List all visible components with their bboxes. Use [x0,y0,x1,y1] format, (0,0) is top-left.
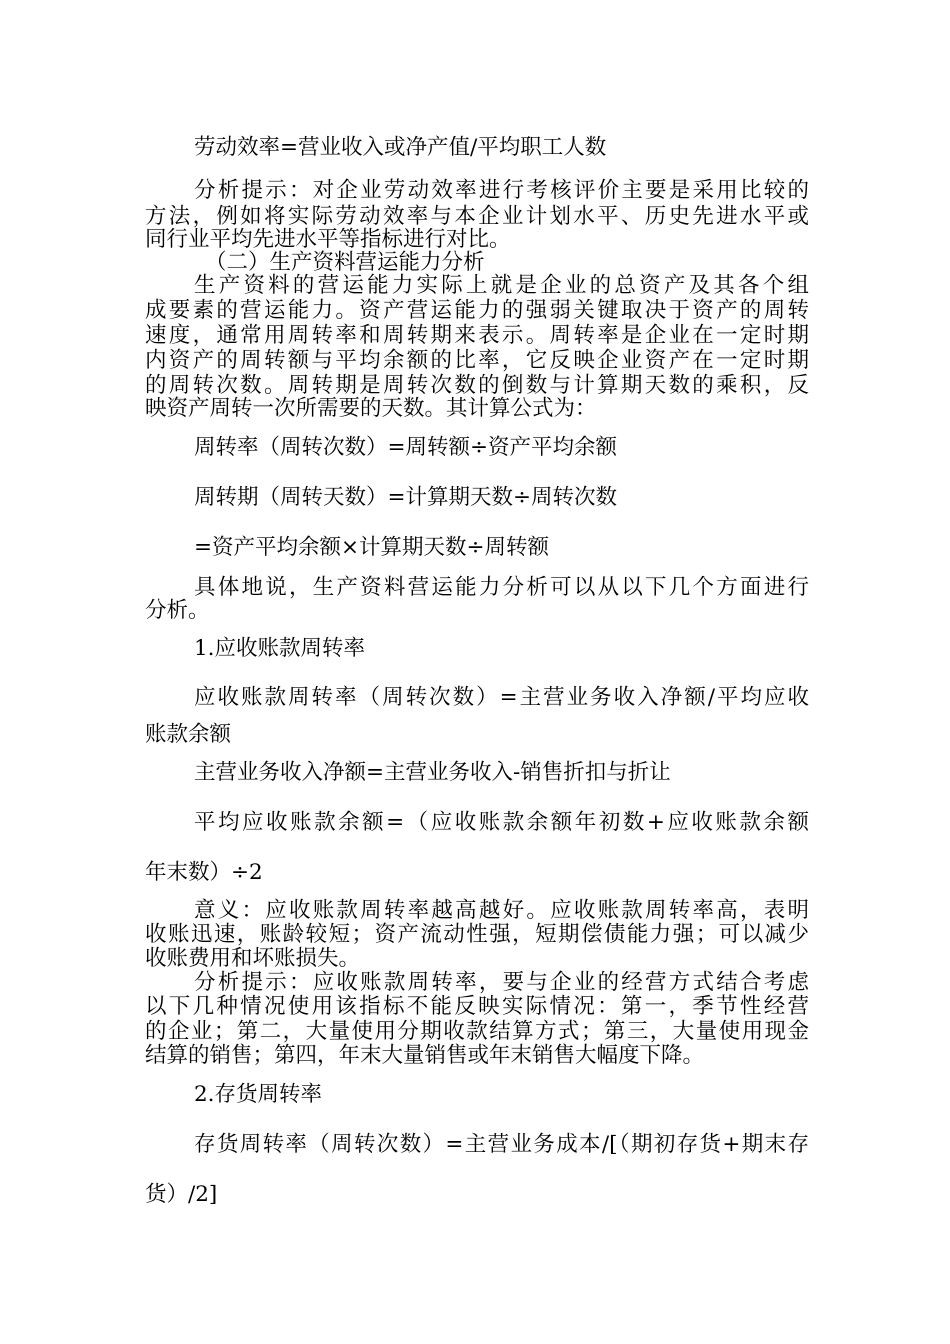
paragraph-line: 分析提示：应收账款周转率，要与企业的经营方式结合考虑 [194,970,809,995]
paragraph-line: 同行业平均先进水平等指标进行对比。 [145,227,511,252]
formula-line: 账款余额 [145,722,232,747]
formula-labor-efficiency: 劳动效率=营业收入或净产值/平均职工人数 [194,135,607,160]
paragraph-line: 分析提示：对企业劳动效率进行考核评价主要是采用比较的 [194,178,809,203]
paragraph-line: 内资产的周转额与平均余额的比率，它反映企业资产在一定时期 [145,348,809,373]
paragraph-line: 分析。 [145,598,210,623]
paragraph-line: 的企业；第二，大量使用分期收款结算方式；第三，大量使用现金 [145,1019,809,1044]
subsection-heading: 2.存货周转率 [194,1082,323,1107]
formula-net-revenue: 主营业务收入净额=主营业务收入-销售折扣与折让 [194,760,671,785]
formula-line: 应收账款周转率（周转次数）=主营业务收入净额/平均应收 [194,685,809,710]
paragraph-line: 意义：应收账款周转率越高越好。应收账款周转率高，表明 [194,898,809,923]
formula-turnover-period: 周转期（周转天数）=计算期天数÷周转次数 [194,485,618,510]
paragraph-line: 收账迅速，账龄较短；资产流动性强，短期偿债能力强；可以减少 [145,922,809,947]
formula-line: 年末数）÷2 [145,860,263,885]
section-heading: （二）生产资料营运能力分析 [205,250,485,275]
formula-line: 货）/2] [145,1182,218,1207]
paragraph-line: 具体地说，生产资料营运能力分析可以从以下几个方面进行 [194,575,809,600]
paragraph-line: 的周转次数。周转期是周转次数的倒数与计算期天数的乘积，反 [145,373,809,398]
formula-line: 平均应收账款余额=（应收账款余额年初数+应收账款余额 [194,810,809,835]
paragraph-line: 成要素的营运能力。资产营运能力的强弱关键取决于资产的周转 [145,298,809,323]
paragraph-line: 收账费用和坏账损失。 [145,946,361,971]
paragraph-line: 速度，通常用周转率和周转期来表示。周转率是企业在一定时期 [145,323,809,348]
subsection-heading: 1.应收账款周转率 [194,636,366,661]
paragraph-line: 生产资料的营运能力实际上就是企业的总资产及其各个组 [194,273,809,298]
paragraph-line: 以下几种情况使用该指标不能反映实际情况：第一，季节性经营 [145,994,809,1019]
formula-line: 存货周转率（周转次数）=主营业务成本/[（期初存货+期末存 [194,1132,809,1157]
formula-turnover-period-alt: =资产平均余额×计算期天数÷周转额 [194,535,550,560]
paragraph-line: 结算的销售；第四，年末大量销售或年末销售大幅度下降。 [145,1043,705,1068]
paragraph-line: 映资产周转一次所需要的天数。其计算公式为： [145,396,597,421]
paragraph-line: 方法，例如将实际劳动效率与本企业计划水平、历史先进水平或 [145,204,809,229]
formula-turnover-rate: 周转率（周转次数）=周转额÷资产平均余额 [194,435,618,460]
